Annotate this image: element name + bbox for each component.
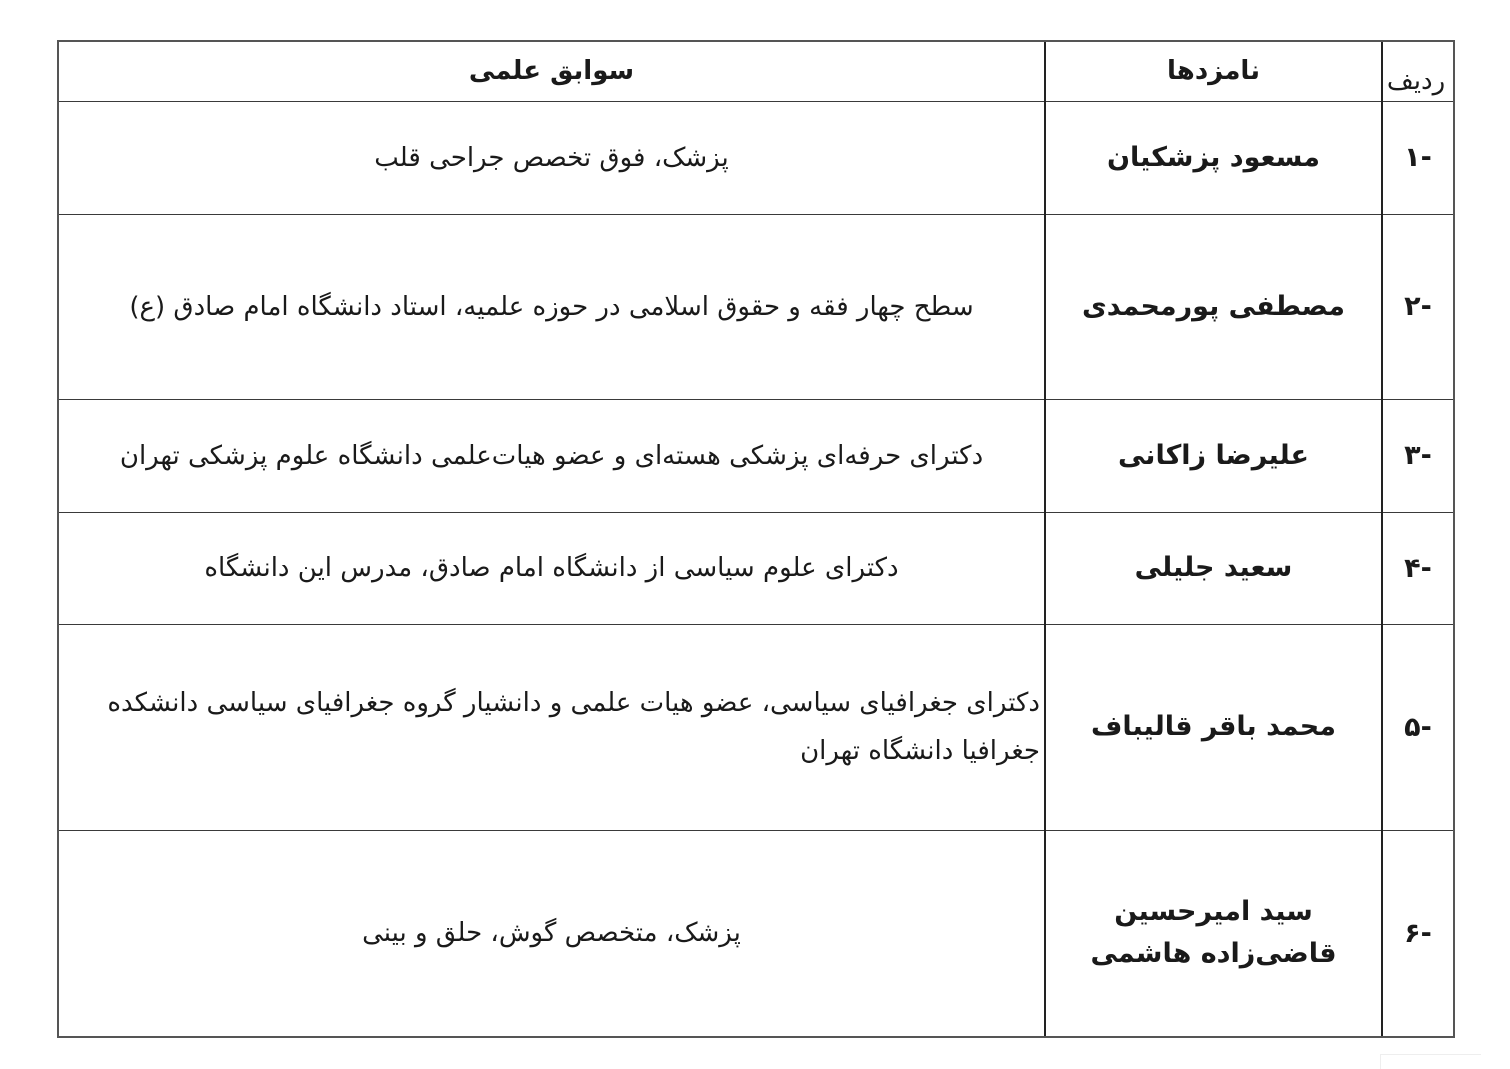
- candidate-record: پزشک، فوق تخصص جراحی قلب: [59, 101, 1045, 214]
- table-row: [59, 214, 1453, 399]
- header-number-label: ردیف: [1386, 66, 1446, 97]
- candidate-name: سید امیرحسین قاضی‌زاده هاشمی: [1045, 830, 1382, 1036]
- row-number: -۲: [1382, 214, 1453, 399]
- header-record: سوابق علمی: [468, 56, 635, 87]
- candidate-name: مسعود پزشکیان: [1045, 101, 1382, 214]
- table-row: [59, 830, 1453, 1036]
- candidate-name: علیرضا زاکانی: [1045, 399, 1382, 512]
- table-row: [59, 624, 1453, 830]
- row-number: -۱: [1382, 101, 1453, 214]
- candidate-name: سعید جلیلی: [1045, 512, 1382, 624]
- candidate-name: مصطفی پورمحمدی: [1045, 214, 1382, 399]
- row-number: -۶: [1382, 830, 1453, 1036]
- header-name: نامزدها: [1045, 42, 1382, 101]
- table-row: [59, 512, 1453, 624]
- row-number: -۴: [1382, 512, 1453, 624]
- row-number: -۳: [1382, 399, 1453, 512]
- page-corner-mark: [1380, 1054, 1481, 1069]
- header-row: [59, 42, 1453, 101]
- header-number: [1382, 42, 1453, 101]
- candidate-record: پزشک، متخصص گوش، حلق و بینی: [59, 830, 1045, 1036]
- table-row: [59, 399, 1453, 512]
- candidate-record: سطح چهار فقه و حقوق اسلامی در حوزه علمیه، استاد دانشگاه امام صادق (ع): [59, 214, 1045, 399]
- candidate-record: دکترای علوم سیاسی از دانشگاه امام صادق، مدرس این دانشگاه: [59, 512, 1045, 624]
- candidate-record: دکترای جغرافیای سیاسی، عضو هیات علمی و دانشیار گروه جغرافیای سیاسی دانشکده جغرافیا دانشگاه تهران: [59, 624, 1045, 830]
- candidate-name: محمد باقر قالیباف: [1045, 624, 1382, 830]
- table-row: [59, 101, 1453, 214]
- candidates-table: [59, 42, 1453, 1036]
- candidate-record: دکترای حرفه‌ای پزشکی هسته‌ای و عضو هیات‌علمی دانشگاه علوم پزشکی تهران: [59, 399, 1045, 512]
- row-number: -۵: [1382, 624, 1453, 830]
